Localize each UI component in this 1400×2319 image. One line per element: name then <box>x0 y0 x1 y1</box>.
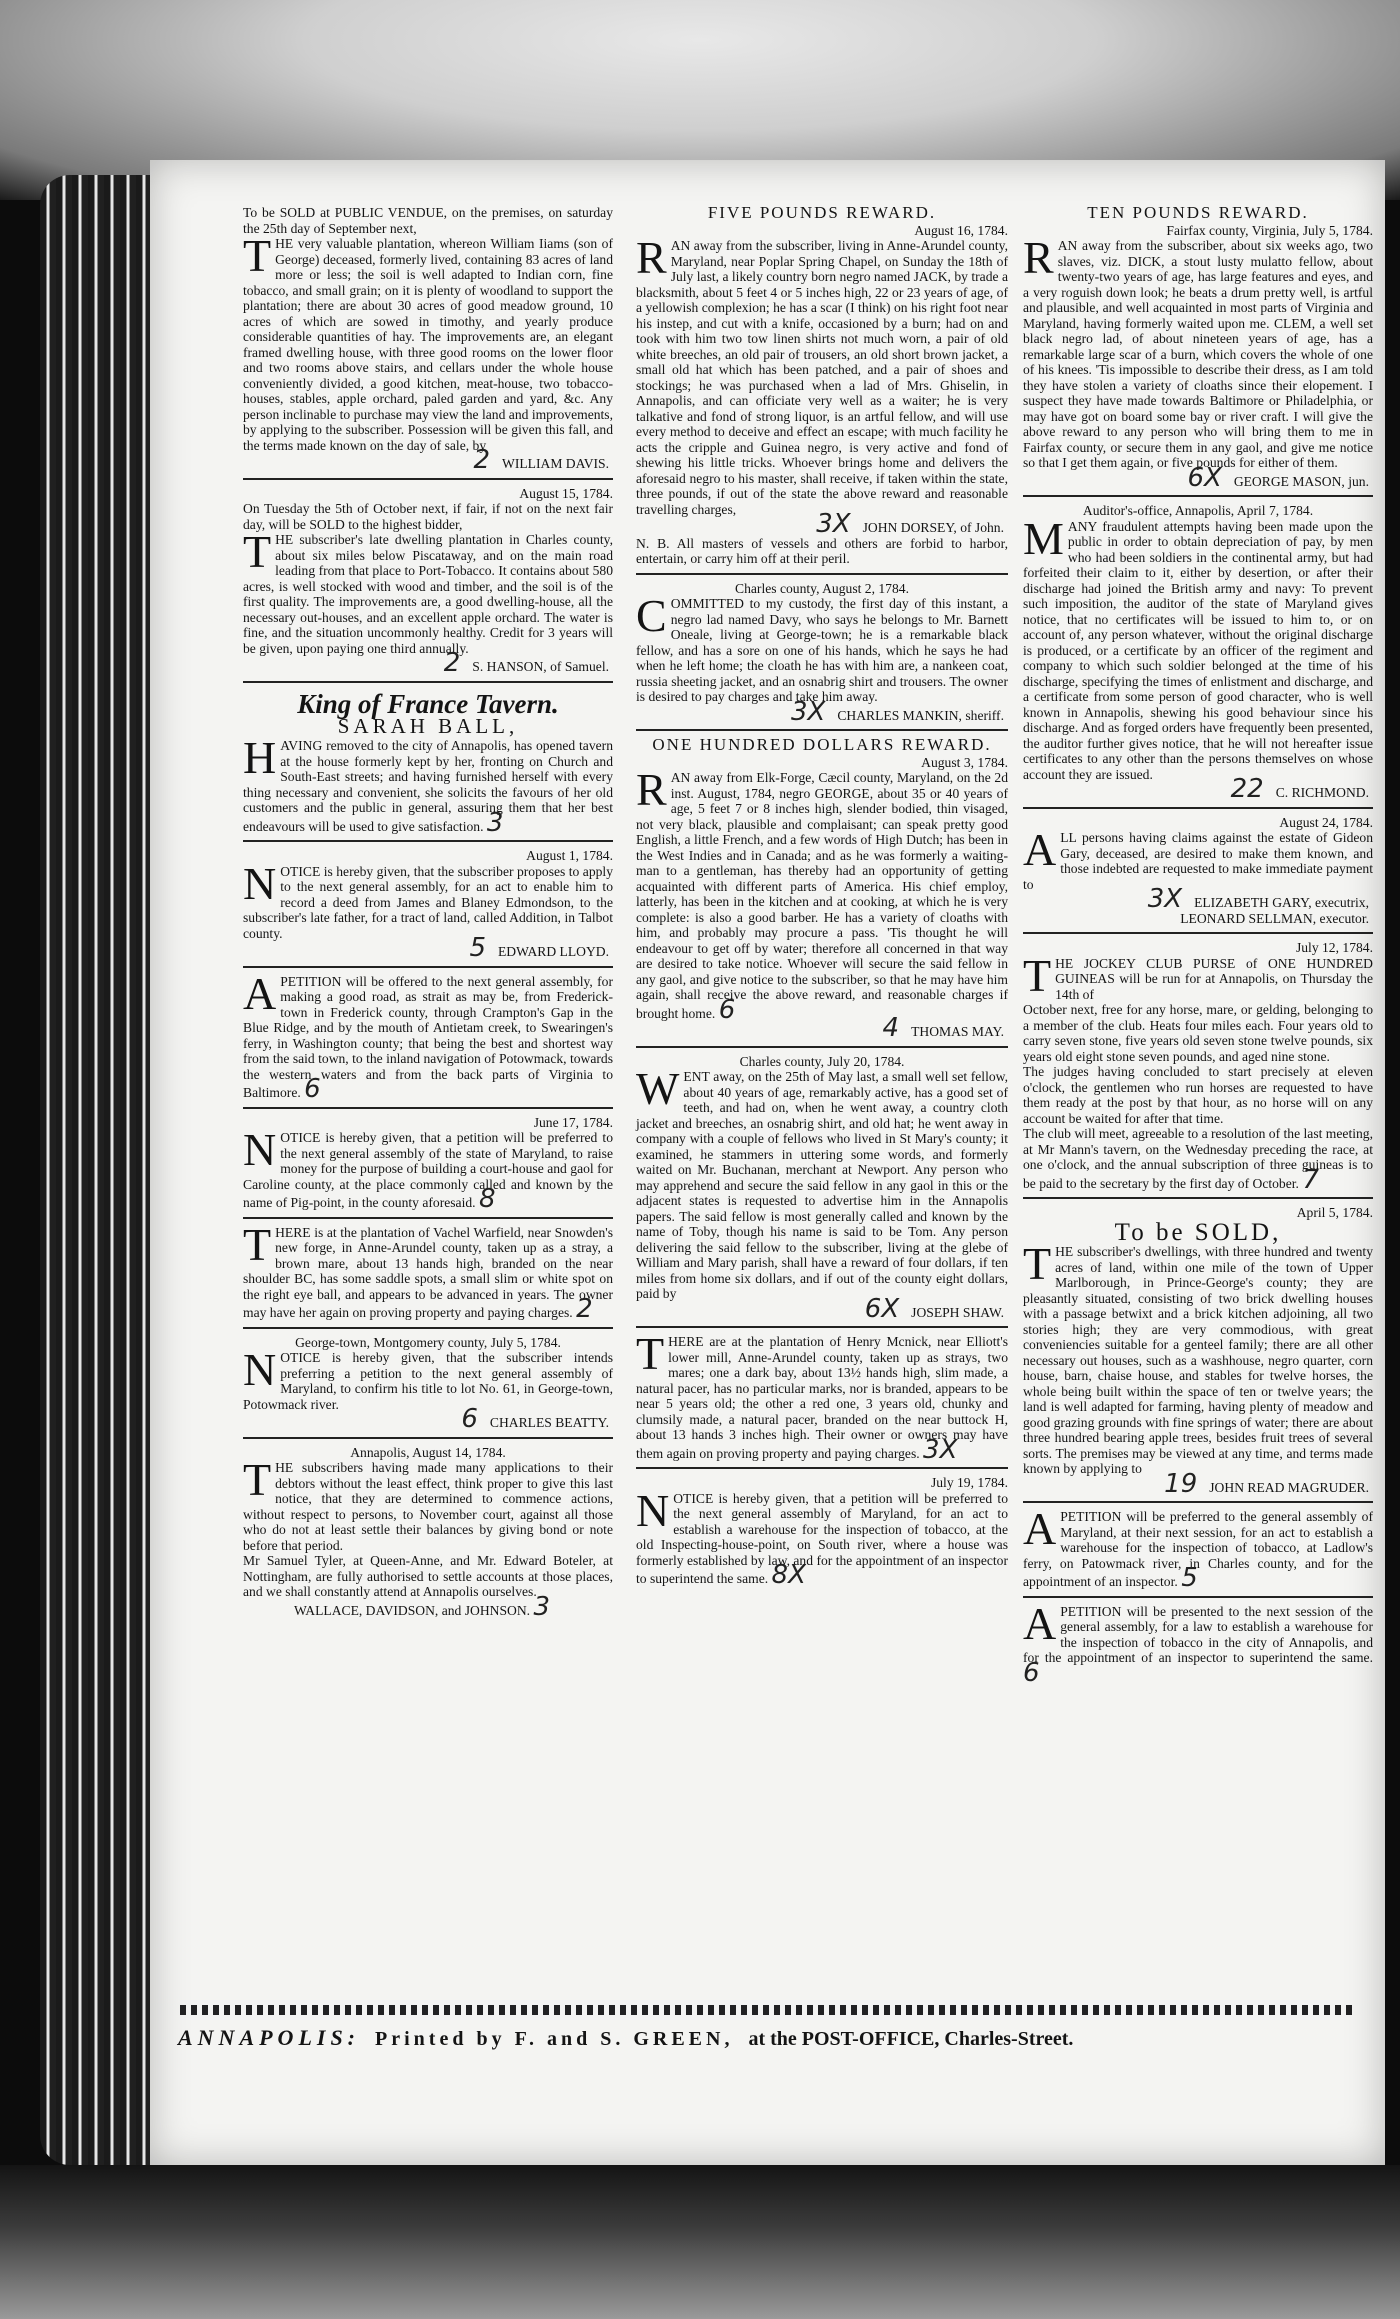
handwritten-mark: 19 <box>1164 1468 1198 1499</box>
ad-went-away-toby <box>636 1053 1008 1324</box>
ad-five-pounds-reward <box>636 205 1008 567</box>
ad-stray-mare <box>243 1218 613 1324</box>
ad-body: LL persons having claims against the estate of Gideon Gary, deceased, are desired to make them known, and those indebted are requested to make immediate payment to <box>1023 830 1373 892</box>
column-2 <box>636 205 1008 1593</box>
column-rule <box>636 1326 1008 1328</box>
column-rule <box>243 966 613 968</box>
ad-body: HERE are at the plantation of Henry Mcnick, near Elliott's lower mill, Anne-Arundel county, taken up as strays, two mares; one a dark bay, about 13½ hands high, slim made, a natural pacer, has no particular marks, nor is branded, appears to be near 5 years old; the other a red one, 3 years old, chunky and clumsily made, a natural pacer, branded on the near buttock H, about 13 hands 3 inches high. Their owner or owners may have them again on proving property and paying charges. <box>636 1334 1008 1461</box>
ad-title: ONE HUNDRED DOLLARS REWARD. <box>652 735 992 754</box>
ad-hundred-dollars-reward <box>636 735 1008 1043</box>
column-rule <box>1023 807 1373 809</box>
ad-plantation-vendue <box>243 205 613 475</box>
drop-cap: A <box>1023 1597 1057 1649</box>
column-rule <box>636 729 1008 731</box>
ad-body-3: The club will meet, agreeable to a resolution of the last meeting, at Mr Mann's tavern, on the Wednesday preceding the race, at one o'clock, and the annual subscription of three guineas is to be paid to the secretary by the first day of October. <box>1023 1126 1373 1191</box>
ad-body: HE subscribers having made many applications to their debtors without the least effect, think proper to give this last notice, that they are determined to commence actions, without respect to persons, to November court, against all those who do not at least settle their balances by giving bond or note before that period. <box>243 1460 613 1553</box>
ad-signature: JOSEPH SHAW. <box>911 1304 1004 1320</box>
drop-cap: A <box>1023 1503 1057 1554</box>
ad-date: Fairfax county, Virginia, July 5, 1784. <box>1166 222 1373 238</box>
handwritten-mark: 2 <box>576 1294 593 1324</box>
drop-cap: T <box>243 1454 272 1505</box>
handwritten-mark: 3X <box>816 509 851 539</box>
ad-body: AVING removed to the city of Annapolis, has opened tavern at the house formerly kept by her, fronting on Church and South-East streets; and having furnished herself with every thing necessary and convenient, she solicits the favours of her old customers and the public in general, assuring them that her best endeavours will be used to give satisfaction. <box>243 738 613 834</box>
ad-body: AN away from the subscriber, about six weeks ago, two slaves, viz. DICK, a stout lusty mulatto fellow, about twenty-two years of age, has large features and eyes, and a very roguish down look; he beats a drum pretty well, is artful and plausible, and well acquainted in most parts of Virginia and Maryland, having formerly waited upon me. CLEM, a well set black negro lad, of about nineteen years of age, has a remarkable large scar of a burn, which covers the whole of one of his knees. 'Tis impossible to describe their dress, as I am told they have stolen a variety of cloaths since their elopement. I suspect they have made towards Baltimore or Philadelphia, or may have got on board some bay or river craft. I will give the above reward to any person who will bring them to me in Fairfax county, or secure them in any gaol, and give me notice so that I get them again, or five pounds for either of them. <box>1023 238 1373 470</box>
ad-body: PETITION will be offered to the next general assembly, for making a good road, as strait as may be, from Frederick-town in Frederick county, through Crampton's Gap in the Blue Ridge, and by the mouth of Antietam creek, to Swearingen's ferry, in Washington county; that being the best and shortest way from the said town, to the inland navigation of Potowmack, towards the western waters and from the back parts of Virginia to Baltimore. <box>243 973 613 1100</box>
ad-date: April 5, 1784. <box>1296 1205 1373 1220</box>
scan-background-bottom <box>0 2165 1400 2319</box>
column-rule <box>1023 1197 1373 1199</box>
newspaper-page <box>150 160 1385 2165</box>
ad-king-of-france-tavern <box>243 688 613 838</box>
handwritten-mark: 3X <box>923 1434 958 1465</box>
ad-date: Charles county, August 2, 1784. <box>735 580 909 596</box>
ad-ten-pounds-reward <box>1023 203 1373 493</box>
ad-subtitle: SARAH BALL, <box>337 713 519 738</box>
handwritten-mark: 6X <box>1187 462 1222 493</box>
column-rule <box>1023 1501 1373 1503</box>
handwritten-mark: 6 <box>304 1074 321 1104</box>
handwritten-mark: 3X <box>790 696 826 727</box>
ad-body-2: The judges having concluded to start precisely at eleven o'clock, the gentlemen who run horses are requested to have them ready at the post by that hour, as no horse will on any account be waited for after that time. <box>1023 1064 1373 1126</box>
column-3 <box>1023 205 1373 1690</box>
ad-signature: THOMAS MAY. <box>911 1024 1004 1039</box>
drop-cap: R <box>1023 232 1054 283</box>
drop-cap: A <box>1023 824 1057 875</box>
column-rule <box>1023 495 1373 497</box>
column-rule <box>1023 1596 1373 1598</box>
ad-road-petition <box>243 967 613 1104</box>
ad-body: OMMITTED to my custody, the first day of this instant, a negro lad named Davy, who says he belongs to Mr. Barnett Oneale, living at George-town; he is a remarkable black fellow, and has a sore on one of his hands, which he says he had when he left home; the cloath he has with him are, a nankeen coat, russia sheeting jacket, and an osnabrig shirt and trousers. The owner is desired to pay charges and take him away. <box>636 596 1008 704</box>
imprint-location: at the POST-OFFICE, Charles-Street. <box>748 2028 1074 2050</box>
ad-body: HERE is at the plantation of Vachel Warfield, near Snowden's new forge, in Anne-Arundel county, taken up as a stray, a brown mare, about 13 hands high, branded on the near shoulder BC, has some saddle spots, a small slim or white spot on the right eye ball, and appears to be advanced in years. The owner may have her again on proving property and paying charges. <box>243 1224 613 1320</box>
drop-cap: N <box>243 1124 277 1175</box>
handwritten-mark: 2 <box>443 648 461 678</box>
drop-cap: T <box>243 1218 272 1270</box>
handwritten-mark: 4 <box>882 1013 900 1043</box>
handwritten-mark: 3 <box>533 1591 551 1622</box>
column-rule <box>243 478 613 480</box>
ad-debtors-notice <box>243 1444 613 1622</box>
drop-cap: N <box>243 857 277 909</box>
ad-body: OTICE is hereby given, that a petition will be preferred to the next general assembly of the state of Maryland, to raise money for the purpose of building a court-house and gaol for Caroline county, at the place commonly called and known by the name of Pig-point, in the county aforesaid. <box>243 1130 613 1210</box>
drop-cap: N <box>636 1484 670 1536</box>
ad-date: Charles county, July 20, 1784. <box>739 1053 905 1069</box>
column-rule <box>636 573 1008 575</box>
ad-lead: On Tuesday the 5th of October next, if fair, if not on the next fair day, will be SOLD to the highest bidder, <box>243 501 613 532</box>
ad-hanson-plantation <box>243 485 613 678</box>
ad-edward-lloyd-notice <box>243 848 613 963</box>
drop-cap: T <box>1023 949 1052 1001</box>
ad-date: July 19, 1784. <box>930 1475 1008 1490</box>
ad-body: October next, free for any horse, mare, or gelding, belonging to a member of the club. Heats four miles each. Four years old to carry seven stone, five years old seven stone twelve pounds, six years old eight stone seven pounds, and aged nine stone. <box>1023 1002 1373 1064</box>
handwritten-mark: 8X <box>771 1560 806 1590</box>
ad-note: N. B. All masters of vessels and others are forbid to harbor, entertain, or carry him off at their peril. <box>636 535 1008 566</box>
ad-signature: ELIZABETH GARY, executrix, <box>1194 895 1369 910</box>
ad-date: July 12, 1784. <box>1295 940 1373 955</box>
ad-body: PETITION will be preferred to the general assembly of Maryland, at their next session, for an act to establish a warehouse for the inspection of tobacco, at Ladlow's ferry, on Patowmack river, in Charles county, and for the appointment of an inspector. <box>1023 1509 1373 1589</box>
column-rule <box>243 681 613 683</box>
ad-date: June 17, 1784. <box>533 1114 613 1130</box>
drop-cap: W <box>636 1063 680 1114</box>
handwritten-mark: 22 <box>1230 774 1264 804</box>
ad-body: ENT away, on the 25th of May last, a small well set fellow, about 40 years of age, remarkably active, has a good set of teeth, and had on, when he went away, a country cloth jacket and breeches, an osnabrig shirt, and old hat; he went away in company with a couple of fellows who lived in St Mary's county; it examined, he stammers in uttering some words, and formerly waited on Mr. Buchanan, merchant at Newport. Any person who may apprehend and secure the said fellow in any gaol in this or the adjacent states is requested to advertise him in the Annapolis papers. The said fellow is most generally called and known by the name of Toby, though his name is said to be Tom. Any person delivering the said fellow to the subscriber, living at the glebe of William and Mary parish, shall have a reward of four dollars, if ten miles from home six dollars, and if out of the county eight dollars, paid by <box>636 1069 1008 1301</box>
drop-cap: T <box>243 526 272 577</box>
ad-signature: JOHN DORSEY, of John. <box>862 520 1004 535</box>
ad-beatty-notice <box>243 1334 613 1434</box>
drop-cap: N <box>243 1344 277 1395</box>
ad-body: PETITION will be presented to the next session of the general assembly, for a law to establish a warehouse for the inspection of tobacco in the city of Annapolis, and for the appointment of an inspector to superintend the same. <box>1023 1603 1373 1665</box>
handwritten-mark: 5 <box>1181 1563 1198 1593</box>
ad-date: August 3, 1784. <box>921 754 1008 770</box>
ad-body-2: Mr Samuel Tyler, at Queen-Anne, and Mr. Edward Boteler, at Nottingham, are fully authorised to settle accounts at those places, and we shall constantly attend at Annapolis ourselves. <box>243 1553 613 1599</box>
ad-signature: WILLIAM DAVIS. <box>502 456 609 471</box>
ad-title: TEN POUNDS REWARD. <box>1087 203 1309 222</box>
ad-signature: GEORGE MASON, jun. <box>1233 473 1369 489</box>
handwritten-mark: 3 <box>486 807 504 838</box>
handwritten-mark: 6 <box>718 994 736 1025</box>
ad-gary-estate <box>1023 815 1373 927</box>
drop-cap: T <box>1023 1238 1052 1289</box>
ad-signature: CHARLES MANKIN, sheriff. <box>837 707 1004 723</box>
ad-lead: HE JOCKEY CLUB PURSE of ONE HUNDRED GUINEAS will be run for at Annapolis, on Thursday the 14th of <box>1055 955 1373 1002</box>
ad-committed-negro-lad <box>636 580 1008 727</box>
ad-south-river-warehouse <box>636 1475 1008 1590</box>
handwritten-mark: 3X <box>1147 884 1183 914</box>
column-rule <box>636 1467 1008 1469</box>
ad-signature: CHARLES BEATTY. <box>489 1415 609 1430</box>
ad-caroline-courthouse <box>243 1114 613 1214</box>
ad-title: To be SOLD, <box>1114 1218 1282 1246</box>
ad-signature: WALLACE, DAVIDSON, and JOHNSON. <box>293 1602 531 1618</box>
handwritten-mark: 6 <box>461 1404 478 1434</box>
imprint-line <box>178 2025 1358 2051</box>
column-rule <box>243 1107 613 1109</box>
column-rule <box>243 1217 613 1219</box>
drop-cap: T <box>243 230 272 281</box>
ad-body: AN away from the subscriber, living in Anne-Arundel county, Maryland, near Poplar Spring Chapel, on Sunday the 18th of July last, a likely country born negro named JACK, by trade a blacksmith, about 5 feet 4 or 5 inches high, 22 or 23 years of age, of a yellowish complexion; he has a scar (I think) on his right foot near his instep, and cut with a knife, occasioned by a burn; had on and took with him two tow linen shirts not much worn, a pair of old white breeches, an old pair of trousers, an old short brown jacket, a small old hat which has been patched, and a pair of shoes and stockings; he was purchased when a lad of Mrs. Ghiselin, in Annapolis, and can officiate very well as a waiter; he is very talkative and fond of strong liquor, is an artful fellow, and will use every method to deceive and effect an escape; with much facility he acts the cripple and Guinea negro, is very active and fond of shewing his little tricks. Whoever brings home and delivers the aforesaid negro to his master, shall receive, if taken within the state, three pounds, if out of the state the above reward and reasonable travelling charges, <box>636 238 1008 517</box>
ad-signature-2: LEONARD SELLMAN, executor. <box>1180 910 1369 926</box>
ad-body: OTICE is hereby given, that the subscriber proposes to apply to the next general assembly, for an act to enable him to record a deed from James and Blaney Edmondson, to the subscriber's late father, for a tract of land, called Addition, in Talbot county. <box>243 863 613 941</box>
ad-date: August 24, 1784. <box>1279 814 1373 830</box>
ad-auditors-office <box>1023 503 1373 804</box>
ad-date: August 16, 1784. <box>914 222 1008 238</box>
ad-jockey-club-purse <box>1023 940 1373 1195</box>
handwritten-mark: 6X <box>864 1293 900 1324</box>
drop-cap: H <box>243 732 277 783</box>
ad-body: OTICE is hereby given, that the subscriber intends preferring a petition to the next general assembly of Maryland, to confirm his title to lot No. 61, in George-town, Potowmack river. <box>243 1350 613 1412</box>
drop-cap: R <box>636 764 667 815</box>
imprint-printer: Printed by F. and S. GREEN, <box>375 2028 734 2050</box>
ad-body: HE subscriber's dwellings, with three hundred and twenty acres of land, within one mile of the town of Upper Marlborough, in Prince-George's county; they are pleasantly situated, consisting of two brick dwelling houses with a passage betwixt and a brick kitchen adjoining, all two stories high; they are very commodious, with great conveniencies suitable for a genteel family; there are all other necessary out houses, such as a washhouse, negro quarter, corn house, barn, chaise house, and stables for twelve horses, the whole being built within the space of ten or twelve years; the land is well adapted for farming, having plenty of meadow and good grazing grounds with fine springs of water; there are about three hundred bearing apple trees, besides fruit trees of several sorts. The premises may be viewed at any time, and terms made known by applying to <box>1023 1244 1373 1476</box>
handwritten-mark: 5 <box>469 933 486 963</box>
ad-signature: EDWARD LLOYD. <box>498 944 609 959</box>
ad-title: King of France Tavern. <box>297 688 559 719</box>
handwritten-mark: 6 <box>1023 1657 1040 1688</box>
ad-date: August 1, 1784. <box>526 848 613 863</box>
ad-body: ANY fraudulent attempts having been made upon the public in order to obtain depreciation of pay, by men who had been soldiers in the continental army, but had forfeited their claim to it, either by desertion, or after their discharge had joined the British army and navy: To prevent such imposition, the auditor of the state of Maryland gives notice, that no certificates will be issued to him to, or on account of, any person whatever, without the original discharge is produced, or a certificate by an officer of the regiment and company to which such soldier belonged at the time of his discharge, specifying the times of enlistment and discharge, and a certificate from some person of good character, who is well known in Annapolis, shewing his good behaviour since his discharge. And as forged orders have frequently been presented, the auditor further gives notice, that he will not hereafter issue certificates to any other than the persons themselves on whose account they are issued. <box>1023 518 1373 782</box>
drop-cap: A <box>243 967 277 1019</box>
imprint-place: ANNAPOLIS: <box>178 2025 361 2050</box>
column-1 <box>243 205 613 1624</box>
ad-stray-mares <box>636 1328 1008 1465</box>
column-rule <box>636 1046 1008 1048</box>
book-spine <box>40 175 160 2165</box>
ad-title: FIVE POUNDS REWARD. <box>707 203 937 222</box>
ad-signature: JOHN READ MAGRUDER. <box>1209 1479 1369 1495</box>
ad-ladlow-ferry-petition <box>1023 1503 1373 1593</box>
footer-ornament-rule <box>180 2005 1355 2015</box>
ad-body: HE very valuable plantation, whereon William Iiams (son of George) deceased, formerly lived, containing 83 acres of land more or less; the soil is well adapted to Indian corn, fine tobacco, and small grain; on it is plenty of woodland to support the plantation; there are about 30 acres of good meadow ground, 10 acres of which are sowed in timothy, and yearly produce considerable quantities of hay. The improvements are, an elegant framed dwelling house, with three good rooms on the lower floor and two rooms above stairs, and cellars under the whole house conveniently divided, a good kitchen, meat-house, two tobacco-houses, stables, apple orchard, paled garden and yard, &c. Any person inclinable to purchase may view the land and improvements, by applying to the subscriber. Possession will be given this fall, and the terms made known on the day of sale, by <box>243 236 613 453</box>
ad-magruder-sale <box>1023 1205 1373 1499</box>
drop-cap: R <box>636 232 667 283</box>
ad-signature: S. HANSON, of Samuel. <box>472 659 609 674</box>
ad-date: Annapolis, August 14, 1784. <box>350 1444 506 1460</box>
ad-date: George-town, Montgomery county, July 5, 1784. <box>295 1334 561 1350</box>
ad-signature: C. RICHMOND. <box>1275 785 1369 800</box>
ad-annapolis-warehouse-petition <box>1023 1597 1373 1688</box>
column-rule <box>243 1437 613 1439</box>
column-rule <box>243 840 613 842</box>
column-rule <box>1023 932 1373 934</box>
column-rule <box>243 1327 613 1329</box>
ad-lead: To be SOLD at PUBLIC VENDUE, on the premises, on saturday the 25th day of September next, <box>243 205 613 236</box>
ad-body: AN away from Elk-Forge, Cæcil county, Maryland, on the 2d inst. August, 1784, negro GEORGE, about 35 or 40 years of age, 5 feet 7 or 8 inches high, slender bodied, thin visaged, not very black, plausible and complaisant; can speak pretty good English, a little French, and a few words of High Dutch; has been in the West Indies and in Canada; and as he was formerly a waiting-man to a gentleman, has thereby had an opportunity of getting acquainted with different parts of America. His chief employ, latterly, has been in the kitchen and at cooking, at which he is very complete: is also a good barber. He has a variety of cloaths with him, and probably may procure a pass. 'Tis thought he will endeavour to get off by water; therefore all concerned in that way are desired to take notice. Whoever will secure the said fellow in any gaol, and give notice to the subscriber, so that he may have him again, shall receive the above reward, and reasonable charges if brought home. <box>636 770 1008 1021</box>
drop-cap: M <box>1023 512 1064 564</box>
handwritten-mark: 7 <box>1302 1164 1319 1195</box>
ad-body: OTICE is hereby given, that a petition will be preferred to the next general assembly of Maryland, for an act to establish a warehouse for the inspection of tobacco, at the old Inspecting-house-point, on South river, where a house was formerly established by law, and for the appointment of an inspector to superintend the same. <box>636 1490 1008 1586</box>
ad-date: August 15, 1784. <box>519 485 613 501</box>
drop-cap: C <box>636 590 667 641</box>
ad-body: HE subscriber's late dwelling plantation in Charles county, about six miles below Piscataway, and on the main road leading from that place to Port-Tobacco. It contains about 580 acres, is well stocked with wood and timber, and the soil is of the first quality. The improvements are, a good dwelling-house, all the necessary out-houses, and an excellent apple orchard. The water is fine, and the situation uncommonly healthy. Credit for 3 years will be given, upon paying one third annually. <box>243 532 613 656</box>
drop-cap: T <box>636 1328 665 1379</box>
handwritten-mark: 8 <box>478 1184 496 1214</box>
handwritten-mark: 2 <box>473 445 491 475</box>
ad-date: Auditor's-office, Annapolis, April 7, 1784. <box>1082 503 1314 518</box>
